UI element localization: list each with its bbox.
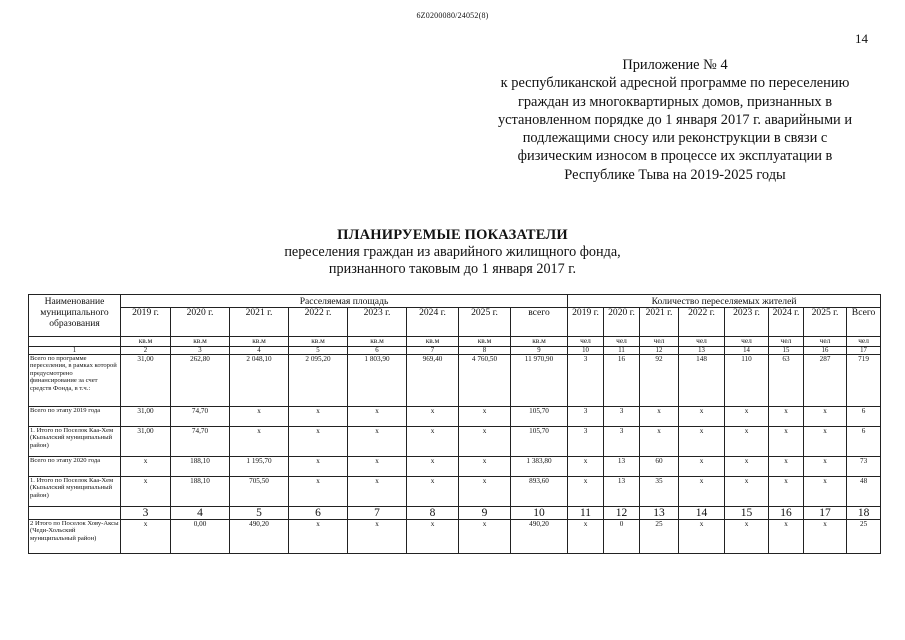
column-index-cell: 1 <box>29 347 121 355</box>
people-year-header: 2021 г. <box>640 308 679 337</box>
subtitle-line: признанного таковым до 1 января 2017 г. <box>328 260 577 277</box>
value-cell: 188,10 <box>171 477 230 507</box>
row-name-cell: Всего по программе переселения, в рамках которой предусмотрено финансирование за счет средств Фонда, в т.ч.: <box>29 355 121 407</box>
unit-cell: чел <box>847 337 881 347</box>
value-cell: x <box>459 477 511 507</box>
column-index-cell: 5 <box>230 507 289 520</box>
people-year-header: 2019 г. <box>568 308 604 337</box>
column-index-cell: 10 <box>511 507 568 520</box>
value-cell: 13 <box>604 457 640 477</box>
value-cell: x <box>769 457 804 477</box>
value-cell: 893,60 <box>511 477 568 507</box>
value-cell: x <box>679 477 725 507</box>
indicators-table <box>28 294 881 554</box>
name-column-header: Наименование муниципального образования <box>29 295 121 337</box>
value-cell: 25 <box>847 520 881 554</box>
people-year-header: 2024 г. <box>769 308 804 337</box>
column-index-row <box>29 507 881 520</box>
table-row <box>29 520 881 554</box>
column-index-cell: 6 <box>289 507 348 520</box>
unit-cell: кв.м <box>171 337 230 347</box>
unit-cell: чел <box>679 337 725 347</box>
column-index-cell: 14 <box>725 347 769 355</box>
unit-cell: чел <box>604 337 640 347</box>
column-index-cell: 15 <box>725 507 769 520</box>
value-cell: x <box>459 427 511 457</box>
value-cell: x <box>289 477 348 507</box>
value-cell: x <box>230 427 289 457</box>
value-cell: 188,10 <box>171 457 230 477</box>
table-row <box>29 457 881 477</box>
area-year-header: 2022 г. <box>289 308 348 337</box>
value-cell: x <box>640 427 679 457</box>
subtitle-line: переселения граждан из аварийного жилищного фонда, <box>284 244 621 260</box>
value-cell: x <box>348 427 407 457</box>
value-cell: 48 <box>847 477 881 507</box>
value-cell: 1 383,80 <box>511 457 568 477</box>
value-cell: 3 <box>568 407 604 427</box>
value-cell: x <box>459 457 511 477</box>
column-index-cell: 14 <box>679 507 725 520</box>
value-cell: x <box>804 477 847 507</box>
unit-cell: кв.м <box>511 337 568 347</box>
value-cell: 105,70 <box>511 407 568 427</box>
value-cell: x <box>289 520 348 554</box>
value-cell: x <box>289 457 348 477</box>
value-cell: x <box>725 407 769 427</box>
column-index-cell: 13 <box>679 347 725 355</box>
value-cell: x <box>289 407 348 427</box>
table-row <box>29 355 881 407</box>
value-cell: x <box>568 477 604 507</box>
value-cell: 3 <box>604 407 640 427</box>
table-row <box>29 407 881 427</box>
appendix-line: подлежащими сносу или реконструкции в связи с <box>522 130 828 147</box>
value-cell: x <box>407 520 459 554</box>
value-cell: 262,80 <box>171 355 230 407</box>
page-number: 14 <box>855 31 868 46</box>
value-cell: x <box>725 477 769 507</box>
people-year-header: 2025 г. <box>804 308 847 337</box>
unit-cell: кв.м <box>459 337 511 347</box>
people-year-header: 2020 г. <box>604 308 640 337</box>
table-cell <box>29 507 121 520</box>
area-year-header: 2020 г. <box>171 308 230 337</box>
appendix-line: граждан из многоквартирных домов, признанных в <box>517 93 833 110</box>
column-index-cell: 9 <box>511 347 568 355</box>
column-index-cell: 5 <box>289 347 348 355</box>
row-name-cell: 1. Итого по Поселок Каа-Хем (Кызылский муниципальный район) <box>29 427 121 457</box>
value-cell: x <box>459 520 511 554</box>
value-cell: 3 <box>568 427 604 457</box>
column-index-cell: 8 <box>407 507 459 520</box>
document-title-block <box>0 226 905 277</box>
value-cell: 31,00 <box>121 355 171 407</box>
value-cell: x <box>407 407 459 427</box>
value-cell: x <box>769 407 804 427</box>
value-cell: 719 <box>847 355 881 407</box>
value-cell: x <box>348 457 407 477</box>
row-name-cell: 2 Итого по Поселок Хову-Аксы (Чеди-Хольский муниципальный район) <box>29 520 121 554</box>
value-cell: x <box>640 407 679 427</box>
people-year-header: Всего <box>847 308 881 337</box>
people-year-header: 2022 г. <box>679 308 725 337</box>
value-cell: 0 <box>604 520 640 554</box>
value-cell: x <box>804 520 847 554</box>
appendix-heading <box>465 56 885 184</box>
value-cell: x <box>769 520 804 554</box>
column-index-cell: 4 <box>230 347 289 355</box>
value-cell: x <box>289 427 348 457</box>
value-cell: 0,00 <box>171 520 230 554</box>
value-cell: x <box>725 520 769 554</box>
value-cell: x <box>679 407 725 427</box>
value-cell: 969,40 <box>407 355 459 407</box>
value-cell: 11 970,90 <box>511 355 568 407</box>
row-name-cell: 1. Итого по Поселок Каа-Хем (Кызылский муниципальный район) <box>29 477 121 507</box>
table-row <box>29 427 881 457</box>
unit-cell: кв.м <box>289 337 348 347</box>
value-cell: x <box>407 477 459 507</box>
table-cell <box>29 337 121 347</box>
value-cell: 31,00 <box>121 427 171 457</box>
value-cell: 60 <box>640 457 679 477</box>
value-cell: x <box>568 457 604 477</box>
value-cell: 490,20 <box>230 520 289 554</box>
value-cell: 1 803,90 <box>348 355 407 407</box>
appendix-line: Республике Тыва на 2019-2025 годы <box>564 166 786 183</box>
area-year-header: всего <box>511 308 568 337</box>
value-cell: 63 <box>769 355 804 407</box>
area-year-header: 2023 г. <box>348 308 407 337</box>
value-cell: x <box>348 520 407 554</box>
document-number: 6Z0200080/24052(8) <box>416 11 489 20</box>
value-cell: 110 <box>725 355 769 407</box>
column-index-cell: 11 <box>604 347 640 355</box>
column-index-cell: 2 <box>121 347 171 355</box>
column-index-cell: 18 <box>847 507 881 520</box>
unit-cell: кв.м <box>230 337 289 347</box>
column-index-cell: 17 <box>804 507 847 520</box>
area-year-header: 2025 г. <box>459 308 511 337</box>
unit-cell: чел <box>568 337 604 347</box>
value-cell: x <box>679 457 725 477</box>
row-name-cell: Всего по этапу 2019 года <box>29 407 121 427</box>
column-index-cell: 12 <box>604 507 640 520</box>
value-cell: x <box>804 407 847 427</box>
value-cell: 4 760,50 <box>459 355 511 407</box>
value-cell: x <box>679 520 725 554</box>
column-index-cell: 17 <box>847 347 881 355</box>
value-cell: x <box>804 427 847 457</box>
value-cell: x <box>407 427 459 457</box>
value-cell: 287 <box>804 355 847 407</box>
value-cell: x <box>725 427 769 457</box>
unit-cell: кв.м <box>121 337 171 347</box>
column-index-cell: 13 <box>640 507 679 520</box>
column-index-cell: 15 <box>769 347 804 355</box>
value-cell: x <box>725 457 769 477</box>
area-group-header: Расселяемая площадь <box>121 295 568 308</box>
value-cell: x <box>459 407 511 427</box>
area-year-header: 2019 г. <box>121 308 171 337</box>
value-cell: 74,70 <box>171 407 230 427</box>
value-cell: 35 <box>640 477 679 507</box>
value-cell: 105,70 <box>511 427 568 457</box>
unit-cell: кв.м <box>407 337 459 347</box>
value-cell: x <box>407 457 459 477</box>
unit-cell: чел <box>769 337 804 347</box>
column-index-cell: 7 <box>407 347 459 355</box>
appendix-line: Приложение № 4 <box>622 57 728 73</box>
value-cell: x <box>348 477 407 507</box>
appendix-line: физическим износом в процессе их эксплуатации в <box>517 148 833 165</box>
value-cell: 92 <box>640 355 679 407</box>
unit-cell: чел <box>725 337 769 347</box>
people-group-header: Количество переселяемых жителей <box>568 295 881 308</box>
document-title: ПЛАНИРУЕМЫЕ ПОКАЗАТЕЛИ <box>337 227 568 243</box>
table-row <box>29 477 881 507</box>
value-cell: x <box>679 427 725 457</box>
row-name-cell: Всего по этапу 2020 года <box>29 457 121 477</box>
column-index-cell: 11 <box>568 507 604 520</box>
value-cell: 2 095,20 <box>289 355 348 407</box>
value-cell: 16 <box>604 355 640 407</box>
value-cell: x <box>121 520 171 554</box>
value-cell: 705,50 <box>230 477 289 507</box>
unit-cell: чел <box>640 337 679 347</box>
value-cell: 13 <box>604 477 640 507</box>
unit-cell: кв.м <box>348 337 407 347</box>
value-cell: 490,20 <box>511 520 568 554</box>
value-cell: 1 195,70 <box>230 457 289 477</box>
appendix-line: установленном порядке до 1 января 2017 г. аварийными и <box>497 111 853 128</box>
value-cell: x <box>568 520 604 554</box>
column-index-cell: 12 <box>640 347 679 355</box>
value-cell: 3 <box>604 427 640 457</box>
column-index-cell: 4 <box>171 507 230 520</box>
value-cell: 25 <box>640 520 679 554</box>
value-cell: x <box>348 407 407 427</box>
column-index-cell: 3 <box>121 507 171 520</box>
appendix-line: к республиканской адресной программе по переселению <box>500 75 850 92</box>
column-index-cell: 9 <box>459 507 511 520</box>
value-cell: 6 <box>847 427 881 457</box>
unit-cell: чел <box>804 337 847 347</box>
column-index-cell: 16 <box>804 347 847 355</box>
column-index-cell: 6 <box>348 347 407 355</box>
value-cell: x <box>121 457 171 477</box>
column-index-cell: 8 <box>459 347 511 355</box>
value-cell: 31,00 <box>121 407 171 427</box>
value-cell: x <box>769 477 804 507</box>
column-index-cell: 10 <box>568 347 604 355</box>
column-index-cell: 3 <box>171 347 230 355</box>
value-cell: 6 <box>847 407 881 427</box>
value-cell: 3 <box>568 355 604 407</box>
column-index-cell: 7 <box>348 507 407 520</box>
value-cell: x <box>769 427 804 457</box>
value-cell: x <box>804 457 847 477</box>
value-cell: 2 048,10 <box>230 355 289 407</box>
people-year-header: 2023 г. <box>725 308 769 337</box>
area-year-header: 2024 г. <box>407 308 459 337</box>
value-cell: 148 <box>679 355 725 407</box>
value-cell: 74,70 <box>171 427 230 457</box>
value-cell: x <box>230 407 289 427</box>
area-year-header: 2021 г. <box>230 308 289 337</box>
value-cell: x <box>121 477 171 507</box>
column-index-cell: 16 <box>769 507 804 520</box>
value-cell: 73 <box>847 457 881 477</box>
